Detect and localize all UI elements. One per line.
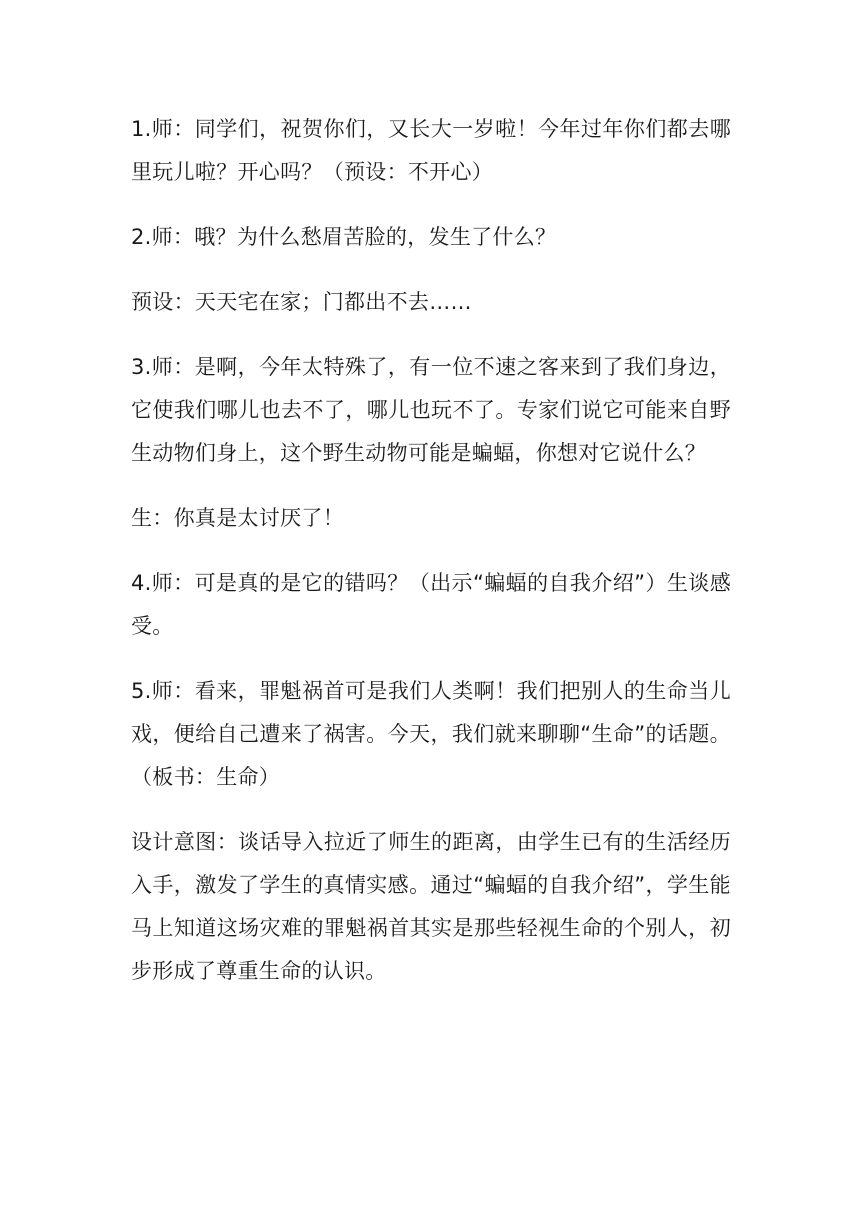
paragraph-3: 预设：天天宅在家；门都出不去…… bbox=[131, 290, 472, 314]
paragraph-8: 设计意图：谈话导入拉近了师生的距离，由学生已有的生活经历入手，激发了学生的真情实感。通过“蝙蝠的自我介绍”，学生能马上知道这场灾难的罪魁祸首其实是那些轻视生命的个别人，初步形成了尊重生命的认识。 bbox=[131, 830, 731, 983]
paragraph-7: 5.师：看来，罪魁祸首可是我们人类啊！我们把别人的生命当儿戏，便给自己遭来了祸害。今天，我们就来聊聊“生命”的话题。（板书：生命） bbox=[131, 679, 731, 789]
paragraph-2: 2.师：哦？为什么愁眉苦脸的，发生了什么？ bbox=[131, 225, 557, 249]
document-body bbox=[131, 108, 731, 1015]
paragraph-6: 4.师：可是真的是它的错吗？（出示“蝙蝠的自我介绍”）生谈感受。 bbox=[131, 571, 731, 638]
paragraph-1: 1.师：同学们，祝贺你们，又长大一岁啦！今年过年你们都去哪里玩儿啦？开心吗？（预设：不开心） bbox=[131, 117, 731, 184]
paragraph-5: 生：你真是太讨厌了！ bbox=[131, 506, 344, 530]
paragraph-4: 3.师：是啊，今年太特殊了，有一位不速之客来到了我们身边，它使我们哪儿也去不了，哪儿也玩不了。专家们说它可能来自野生动物们身上，这个野生动物可能是蝙蝠，你想对它说什么？ bbox=[131, 355, 731, 465]
